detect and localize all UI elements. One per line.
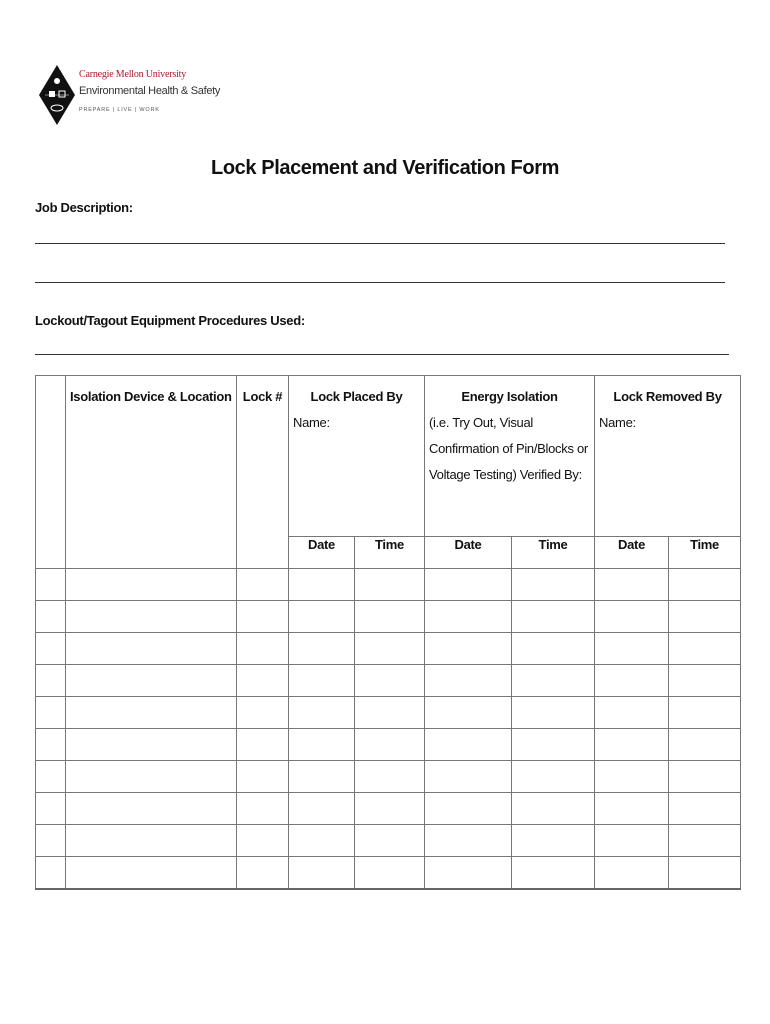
placed-date-cell[interactable]: [289, 569, 355, 601]
energy-date-cell[interactable]: [425, 697, 512, 729]
lock-number-cell[interactable]: [237, 761, 289, 793]
job-description-line-2[interactable]: [35, 282, 725, 283]
energy-isolation-note: (i.e. Try Out, Visual Confirmation of Pin/Blocks or Voltage Testing) Verified By:: [429, 415, 588, 482]
table-row: [36, 697, 741, 729]
energy-date-header: Date: [425, 537, 512, 569]
table-body: [36, 569, 741, 890]
lock-placed-by-header: Lock Placed By Name:: [289, 376, 425, 537]
isolation-device-cell[interactable]: [66, 601, 237, 633]
placed-date-cell[interactable]: [289, 825, 355, 857]
row-number-cell[interactable]: [36, 633, 66, 665]
table-row: [36, 601, 741, 633]
removed-time-cell[interactable]: [669, 665, 741, 697]
header-row: [36, 376, 741, 537]
row-number-cell[interactable]: [36, 601, 66, 633]
isolation-device-cell[interactable]: [66, 729, 237, 761]
isolation-device-cell[interactable]: [66, 825, 237, 857]
removed-time-cell[interactable]: [669, 793, 741, 825]
removed-time-cell[interactable]: [669, 761, 741, 793]
isolation-device-cell[interactable]: [66, 857, 237, 890]
energy-isolation-header: Energy Isolation (i.e. Try Out, Visual Confirmation of Pin/Blocks or Voltage Testing) Verified By:: [425, 376, 595, 537]
isolation-device-cell[interactable]: [66, 761, 237, 793]
placed-time-cell[interactable]: [355, 857, 425, 890]
table-row: [36, 825, 741, 857]
removed-date-cell[interactable]: [595, 697, 669, 729]
lock-number-cell[interactable]: [237, 793, 289, 825]
energy-time-cell[interactable]: [512, 665, 595, 697]
tagline: PREPARE | LIVE | WORK: [79, 107, 160, 113]
placed-date-cell[interactable]: [289, 665, 355, 697]
placed-date-header: Date: [289, 537, 355, 569]
row-number-cell[interactable]: [36, 793, 66, 825]
lock-number-cell[interactable]: [237, 729, 289, 761]
removed-date-cell[interactable]: [595, 825, 669, 857]
removed-date-cell[interactable]: [595, 633, 669, 665]
lock-verification-table: [35, 375, 741, 890]
energy-date-cell[interactable]: [425, 601, 512, 633]
removed-date-cell[interactable]: [595, 601, 669, 633]
lock-placed-name-label: Name:: [293, 415, 330, 430]
lock-number-cell[interactable]: [237, 665, 289, 697]
placed-date-cell[interactable]: [289, 601, 355, 633]
energy-date-cell[interactable]: [425, 569, 512, 601]
job-description-label: Job Description:: [35, 200, 133, 215]
isolation-device-header: Isolation Device & Location: [66, 376, 237, 569]
table-row: [36, 729, 741, 761]
removed-date-cell[interactable]: [595, 761, 669, 793]
removed-time-cell[interactable]: [669, 569, 741, 601]
procedures-label: Lockout/Tagout Equipment Procedures Used:: [35, 313, 305, 328]
energy-date-cell[interactable]: [425, 729, 512, 761]
table-row: [36, 665, 741, 697]
removed-date-cell[interactable]: [595, 569, 669, 601]
placed-time-cell[interactable]: [355, 793, 425, 825]
lock-number-cell[interactable]: [237, 857, 289, 890]
lock-number-cell[interactable]: [237, 569, 289, 601]
removed-date-cell[interactable]: [595, 729, 669, 761]
placed-date-cell[interactable]: [289, 697, 355, 729]
removed-time-cell[interactable]: [669, 729, 741, 761]
removed-time-header: Time: [669, 537, 741, 569]
row-number-cell[interactable]: [36, 761, 66, 793]
removed-time-cell[interactable]: [669, 825, 741, 857]
procedures-line[interactable]: [35, 354, 729, 355]
row-number-cell[interactable]: [36, 697, 66, 729]
row-number-cell[interactable]: [36, 857, 66, 890]
removed-time-cell[interactable]: [669, 857, 741, 890]
removed-date-cell[interactable]: [595, 793, 669, 825]
job-description-line-1[interactable]: [35, 243, 725, 244]
removed-date-cell[interactable]: [595, 665, 669, 697]
lock-number-cell[interactable]: [237, 825, 289, 857]
placed-time-cell[interactable]: [355, 761, 425, 793]
energy-time-cell[interactable]: [512, 633, 595, 665]
row-number-cell[interactable]: [36, 569, 66, 601]
table-row: [36, 569, 741, 601]
placed-date-cell[interactable]: [289, 633, 355, 665]
placed-date-cell[interactable]: [289, 793, 355, 825]
table-row: [36, 857, 741, 890]
ehs-logo: [37, 63, 221, 127]
energy-time-cell[interactable]: [512, 601, 595, 633]
lock-number-header: Lock #: [237, 376, 289, 569]
table-row: [36, 793, 741, 825]
placed-time-cell[interactable]: [355, 633, 425, 665]
department-name: Environmental Health & Safety: [79, 85, 221, 97]
placed-date-cell[interactable]: [289, 857, 355, 890]
placed-time-header: Time: [355, 537, 425, 569]
placed-date-cell[interactable]: [289, 761, 355, 793]
lock-number-cell[interactable]: [237, 697, 289, 729]
energy-time-cell[interactable]: [512, 857, 595, 890]
isolation-device-cell[interactable]: [66, 633, 237, 665]
removed-date-header: Date: [595, 537, 669, 569]
row-number-cell[interactable]: [36, 825, 66, 857]
placed-time-cell[interactable]: [355, 697, 425, 729]
table-row: [36, 633, 741, 665]
removed-date-cell[interactable]: [595, 857, 669, 890]
energy-time-cell[interactable]: [512, 729, 595, 761]
energy-date-cell[interactable]: [425, 665, 512, 697]
placed-time-cell[interactable]: [355, 665, 425, 697]
university-name: Carnegie Mellon University: [79, 69, 186, 80]
energy-date-cell[interactable]: [425, 633, 512, 665]
energy-time-header: Time: [512, 537, 595, 569]
energy-date-cell[interactable]: [425, 857, 512, 890]
placed-time-cell[interactable]: [355, 569, 425, 601]
energy-time-cell[interactable]: [512, 761, 595, 793]
lock-removed-name-label: Name:: [599, 415, 636, 430]
energy-time-cell[interactable]: [512, 793, 595, 825]
energy-time-cell[interactable]: [512, 569, 595, 601]
energy-date-cell[interactable]: [425, 825, 512, 857]
row-number-cell[interactable]: [36, 729, 66, 761]
placed-time-cell[interactable]: [355, 601, 425, 633]
placed-time-cell[interactable]: [355, 825, 425, 857]
lock-removed-by-header: Lock Removed By Name:: [595, 376, 741, 537]
lock-number-cell[interactable]: [237, 601, 289, 633]
table-row: [36, 761, 741, 793]
isolation-device-cell[interactable]: [66, 793, 237, 825]
placed-time-cell[interactable]: [355, 729, 425, 761]
isolation-device-cell[interactable]: [66, 697, 237, 729]
isolation-device-cell[interactable]: [66, 569, 237, 601]
removed-time-cell[interactable]: [669, 633, 741, 665]
page-title: Lock Placement and Verification Form: [211, 157, 559, 179]
row-number-header: [36, 376, 66, 569]
placed-date-cell[interactable]: [289, 729, 355, 761]
row-number-cell[interactable]: [36, 665, 66, 697]
safety-diamond-icon: [37, 63, 77, 127]
energy-time-cell[interactable]: [512, 825, 595, 857]
energy-date-cell[interactable]: [425, 793, 512, 825]
energy-date-cell[interactable]: [425, 761, 512, 793]
energy-time-cell[interactable]: [512, 697, 595, 729]
lock-number-cell[interactable]: [237, 633, 289, 665]
isolation-device-cell[interactable]: [66, 665, 237, 697]
removed-time-cell[interactable]: [669, 601, 741, 633]
removed-time-cell[interactable]: [669, 697, 741, 729]
